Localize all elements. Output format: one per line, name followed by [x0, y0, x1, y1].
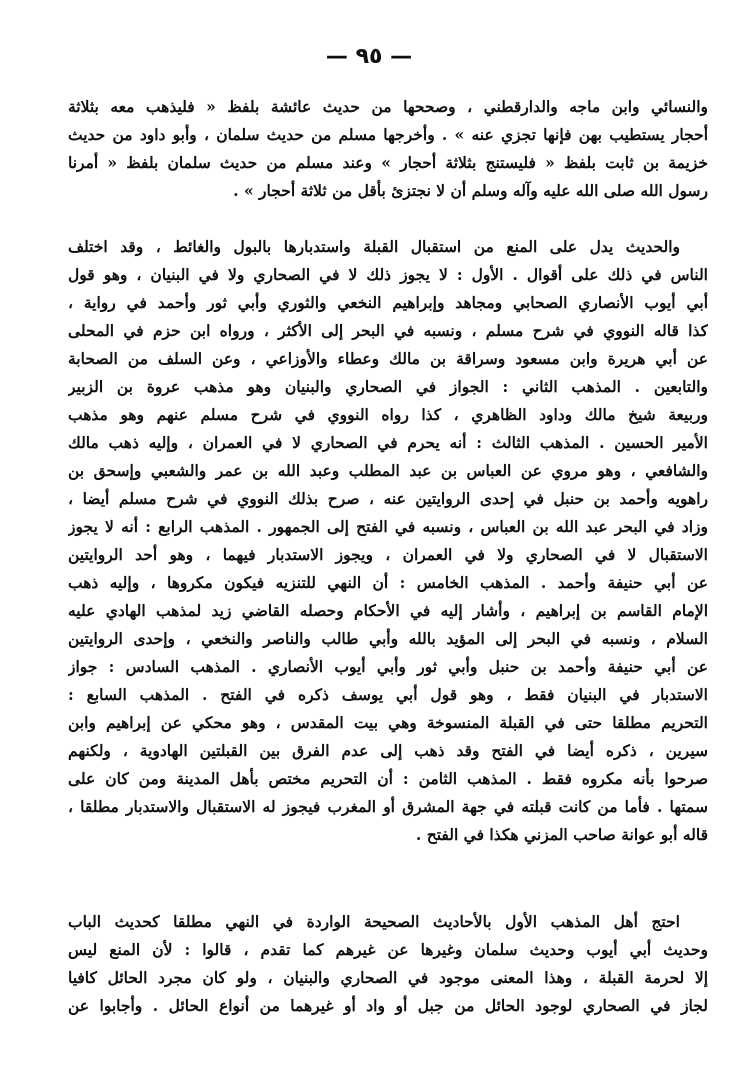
- text-line: الاستدبار في البنيان فقط ، وهو قول أبي يوسف ذكره في الفتح . المذهب السابع :: [68, 685, 708, 704]
- text-line: صرحوا بأنه مكروه فقط . المذهب الثامن : أن التحريم مختص بأهل المدينة ومن كان على: [68, 769, 708, 788]
- text-line: التحريم مطلقا حتى في القبلة المنسوخة وهي بيت المقدس ، وهو محكي عن إبراهيم وابن: [68, 713, 708, 732]
- text-line: والتابعين . المذهب الثاني : الجواز في الصحاري والبنيان وهو مذهب عروة بن الزبير: [68, 377, 708, 396]
- text-line: وحديث أبي أيوب وحديث سلمان وغيرها عن غيرهم كما تقدم ، قالوا : لأن المنع ليس: [68, 940, 708, 959]
- text-line: سمتها . فأما من كانت قبلته في جهة المشرق أو المغرب فيجوز له الاستقبال والاستدبار مطلقا ،: [68, 797, 708, 816]
- text-line: لجاز في الصحاري لوجود الحائل من جبل أو واد أو غيرهما من أنواع الحائل . وأجابوا عن: [68, 996, 708, 1015]
- text-line: عن أبي حنيفة وأحمد . المذهب الخامس : أن النهي للتنزيه فيكون مكروها ، وإليه ذهب: [68, 573, 708, 592]
- text-line: أبي أيوب الأنصاري الصحابي ومجاهد وإبراهيم النخعي والثوري وأبي ثور وأحمد في رواية ،: [68, 293, 708, 312]
- text-line: عن أبي حنيفة وأحمد بن حنبل وأبي ثور وأبي أيوب الأنصاري . المذهب السادس : جواز: [68, 657, 708, 676]
- text-line: الإمام القاسم بن إبراهيم ، وأشار إليه في الأحكام وحصله القاضي زيد لمذهب الهادي عليه: [68, 601, 708, 620]
- text-line: الاستقبال لا في الصحاري ولا في العمران ، ويجوز الاستدبار فيهما ، وهو أحد الروايتين: [68, 545, 708, 564]
- text-line: والشافعي ، وهو مروي عن العباس بن عبد المطلب وعبد الله بن عمر والشعبي وإسحق بن: [68, 461, 708, 480]
- text-line: رسول الله صلى الله عليه وآله وسلم أن لا نجتزئ بأقل من ثلاثة أحجار » .: [233, 181, 708, 200]
- paragraph-3: [68, 908, 708, 1020]
- paragraph-2: [68, 233, 708, 849]
- text-line: وزاد في البحر عبد الله بن العباس ، ونسبه في الفتح إلى الجمهور . المذهب الرابع : أنه لا يجوز: [68, 517, 708, 536]
- text-line: وربيعة شيخ مالك وداود الظاهري ، كذا رواه النووي في شرح مسلم عنهم وهو مذهب: [68, 405, 708, 424]
- text-line: والحديث يدل على المنع من استقبال القبلة واستدبارها بالبول والغائط ، وقد اختلف: [68, 237, 680, 256]
- text-line: كذا قاله النووي في شرح مسلم ، ونسبه في البحر إلى الأكثر ، ورواه ابن حزم في المحلى: [68, 321, 708, 340]
- text-line: الأمير الحسين . المذهب الثالث : أنه يحرم في الصحاري لا في العمران ، وإليه ذهب مالك: [68, 433, 708, 452]
- text-line: سيرين ، ذكره أيضا في الفتح وقد ذهب إلى عدم الفرق بين القبلتين الهادوية ، ولكنهم: [68, 741, 708, 760]
- text-line: إلا لحرمة القبلة ، وهذا المعنى موجود في الصحاري والبنيان ، ولو كان مجرد الحائل كافيا: [68, 968, 708, 987]
- paragraph-1: [68, 93, 708, 205]
- text-line: عن أبي هريرة وابن مسعود وسراقة بن مالك وعطاء والأوزاعي ، وعن السلف من الصحابة: [68, 349, 708, 368]
- text-line: راهويه وأحمد بن حنبل في إحدى الروايتين عنه ، صرح بذلك النووي في شرح مسلم أيضا ،: [68, 489, 708, 508]
- page-number: — ٩٥ —: [325, 44, 413, 69]
- text-line: الناس في ذلك على أقوال . الأول : لا يجوز ذلك لا في الصحاري ولا في البنيان ، وهو قول: [68, 265, 708, 284]
- text-line: احتج أهل المذهب الأول بالأحاديث الصحيحة الواردة في النهي مطلقا كحديث الباب: [68, 912, 680, 931]
- text-line: والنسائي وابن ماجه والدارقطني ، وصححها من حديث عائشة بلفظ « فليذهب معه بثلاثة: [68, 97, 708, 116]
- text-line: أحجار يستطيب بهن فإنها تجزي عنه » . وأخرجها مسلم من حديث سلمان ، وأبو داود من حديث: [68, 125, 708, 144]
- text-line: السلام ، ونسبه في البحر إلى المؤيد بالله وأبي طالب والناصر والنخعي ، وإحدى الروايتين: [68, 629, 708, 648]
- text-line: قاله أبو عوانة صاحب المزني هكذا في الفتح .: [415, 825, 708, 844]
- text-line: خزيمة بن ثابت بلفظ « فليستنج بثلاثة أحجار » وعند مسلم من حديث سلمان بلفظ « أمرنا: [68, 153, 708, 172]
